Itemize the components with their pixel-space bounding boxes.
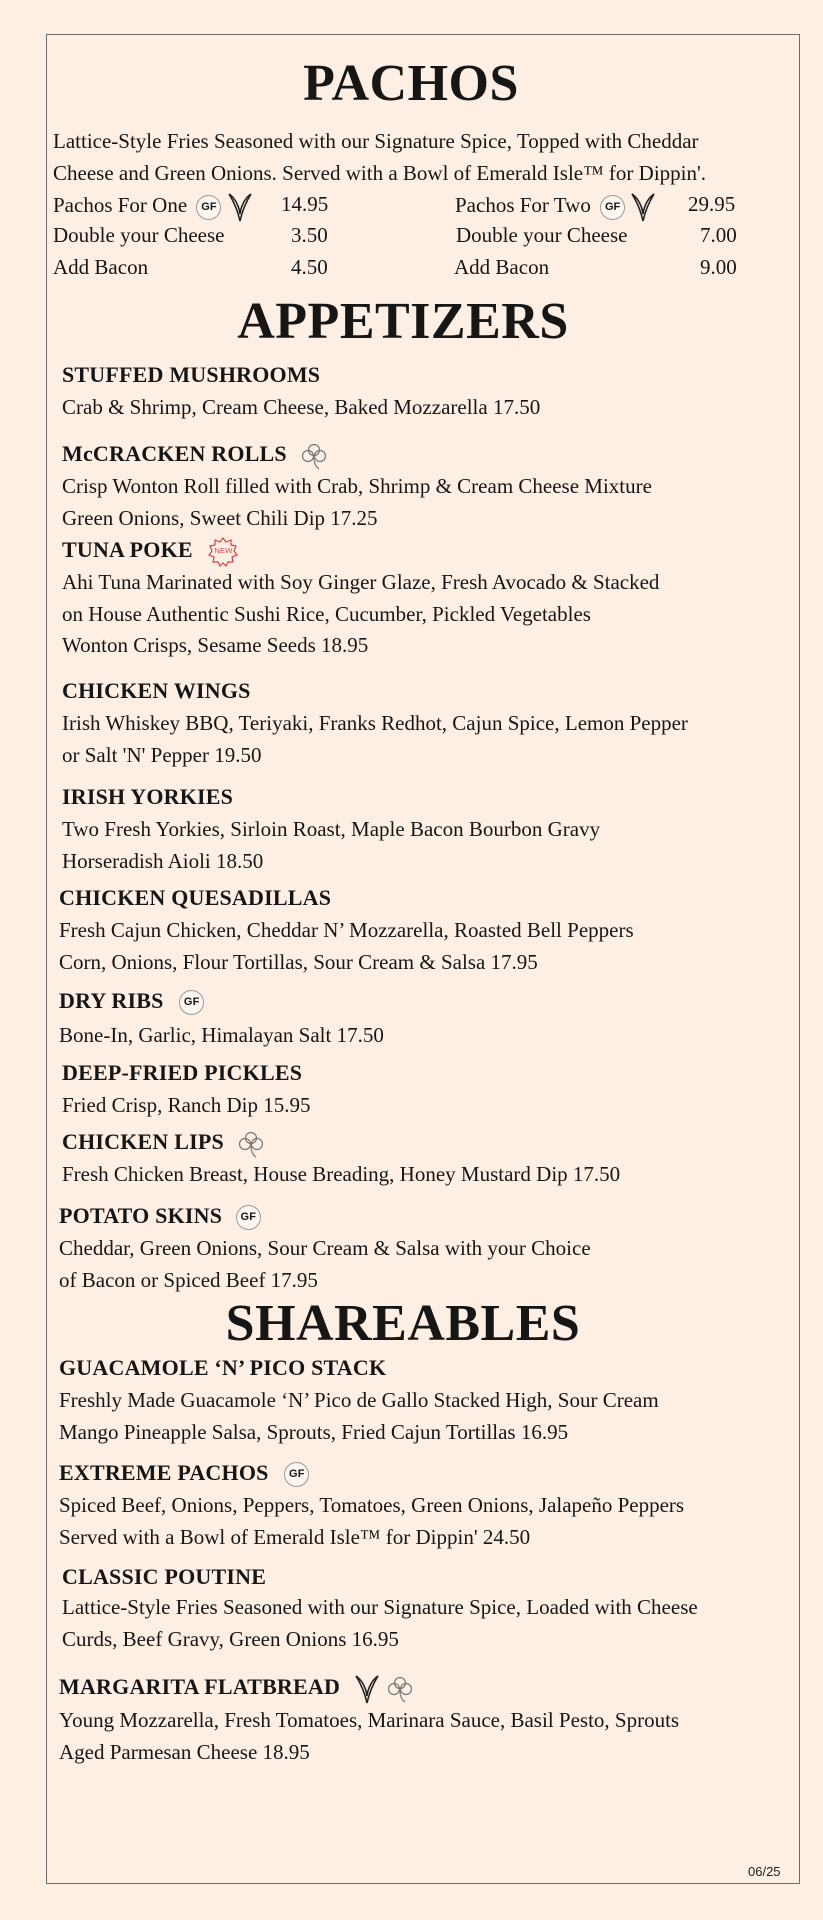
menu-item-desc-line: Young Mozzarella, Fresh Tomatoes, Marinara Sauce, Basil Pesto, Sprouts — [59, 1708, 680, 1732]
gf-badge: GF — [284, 1462, 309, 1487]
menu-item-desc-line: Green Onions, Sweet Chili Dip 17.25 — [62, 505, 378, 530]
menu-item-desc-line: Fresh Chicken Breast, House Breading, Honey Mustard Dip 17.50 — [62, 1162, 621, 1186]
menu-item-desc-line: Two Fresh Yorkies, Sirloin Roast, Maple Bacon Bourbon Gravy — [62, 817, 601, 841]
menu-item-name: TUNA POKE — [62, 537, 193, 563]
pachos-for-two-price: 29.95 — [688, 192, 736, 216]
pachos-for-two-label: Pachos For Two — [455, 192, 591, 217]
section-title-shareables: SHAREABLES — [225, 1295, 581, 1352]
pachos-description-line: Lattice-Style Fries Seasoned with our Signature Spice, Topped with Cheddar — [53, 129, 699, 153]
pachos-description-line: Cheese and Green Onions. Served with a Bowl of Emerald Isle™ for Dippin'. — [53, 160, 707, 185]
menu-item-name-row — [62, 537, 238, 567]
menu-item-desc — [59, 915, 634, 978]
pachos-two-addon-label: Add Bacon — [454, 255, 550, 279]
menu-item-desc — [62, 814, 600, 877]
menu-item-desc — [59, 1020, 384, 1052]
gf-badge: GF — [236, 1205, 261, 1230]
menu-item-desc — [62, 471, 652, 534]
menu-item-name: CLASSIC POUTINE — [62, 1564, 267, 1589]
menu-item-name: McCRACKEN ROLLS — [62, 441, 287, 467]
menu-item-desc — [62, 1592, 698, 1655]
section-title-pachos: PACHOS — [303, 55, 519, 112]
pachos-one-addon-label: Double your Cheese — [53, 223, 225, 247]
menu-item-desc-line: Fried Crisp, Ranch Dip 15.95 — [62, 1093, 311, 1117]
menu-item-name: IRISH YORKIES — [62, 784, 234, 809]
pachos-for-one-label-row — [53, 192, 253, 222]
menu-date: 06/25 — [748, 1864, 781, 1879]
menu-item-desc-line: Freshly Made Guacamole ‘N’ Pico de Gallo Stacked High, Sour Cream — [59, 1388, 659, 1412]
new-badge-icon — [208, 537, 238, 567]
pachos-for-one-price: 14.95 — [281, 192, 329, 216]
section-title-appetizers: APPETIZERS — [237, 293, 569, 350]
shamrock-icon — [299, 441, 329, 471]
pachos-for-two-label-row — [455, 192, 656, 222]
menu-item-name: MARGARITA FLATBREAD — [59, 1674, 341, 1700]
menu-item-desc-line: Cheddar, Green Onions, Sour Cream & Salsa with your Choice — [59, 1236, 591, 1260]
menu-item-desc — [62, 1159, 620, 1191]
vegetarian-leaf-icon — [227, 192, 253, 222]
menu-item-name-row — [59, 1460, 309, 1487]
vegetarian-leaf-icon — [354, 1674, 380, 1704]
menu-item-desc — [62, 567, 659, 662]
vegetarian-leaf-icon — [630, 192, 656, 222]
pachos-for-one-label: Pachos For One — [53, 192, 188, 217]
menu-item-desc-line: of Bacon or Spiced Beef 17.95 — [59, 1267, 318, 1292]
menu-item-desc-line: Horseradish Aioli 18.50 — [62, 848, 264, 873]
menu-item-desc-line: Mango Pineapple Salsa, Sprouts, Fried Cajun Tortillas 16.95 — [59, 1419, 569, 1444]
menu-item-name: CHICKEN QUESADILLAS — [59, 885, 332, 910]
menu-item-desc — [62, 1090, 310, 1122]
menu-item-desc — [59, 1233, 591, 1296]
menu-item-desc — [59, 1490, 684, 1553]
menu-item-desc-line: Corn, Onions, Flour Tortillas, Sour Cream & Salsa 17.95 — [59, 949, 538, 974]
menu-item-name: STUFFED MUSHROOMS — [62, 362, 321, 387]
menu-item-desc — [59, 1385, 659, 1448]
menu-item-desc — [62, 708, 688, 771]
menu-item-desc — [59, 1705, 679, 1768]
menu-item-name: POTATO SKINS — [59, 1203, 223, 1228]
menu-item-desc-line: Lattice-Style Fries Seasoned with our Signature Spice, Loaded with Cheese — [62, 1595, 698, 1619]
menu-item-desc-line: Served with a Bowl of Emerald Isle™ for Dippin' 24.50 — [59, 1524, 531, 1549]
menu-item-name: EXTREME PACHOS — [59, 1460, 269, 1485]
menu-item-desc-line: Crab & Shrimp, Cream Cheese, Baked Mozzarella 17.50 — [62, 395, 541, 419]
menu-item-desc-line: Crisp Wonton Roll filled with Crab, Shrimp & Cream Cheese Mixture — [62, 474, 652, 498]
menu-item-desc-line: Aged Parmesan Cheese 18.95 — [59, 1739, 310, 1764]
pachos-one-addon-price: 4.50 — [291, 255, 328, 279]
menu-item-desc-line: Bone-In, Garlic, Himalayan Salt 17.50 — [59, 1023, 384, 1047]
menu-item-name: CHICKEN LIPS — [62, 1129, 224, 1155]
pachos-description — [53, 126, 706, 189]
menu-item-name-row — [59, 1674, 415, 1704]
shamrock-icon — [385, 1674, 415, 1704]
shamrock-icon — [236, 1129, 266, 1159]
pachos-two-addon-price: 7.00 — [700, 223, 737, 247]
menu-item-name: DRY RIBS — [59, 988, 164, 1013]
menu-item-desc-line: Ahi Tuna Marinated with Soy Ginger Glaze, Fresh Avocado & Stacked — [62, 570, 660, 594]
menu-item-desc — [62, 392, 540, 424]
pachos-one-addon-price: 3.50 — [291, 223, 328, 247]
menu-item-name: DEEP-FRIED PICKLES — [62, 1060, 303, 1085]
menu-item-desc-line: Spiced Beef, Onions, Peppers, Tomatoes, Green Onions, Jalapeño Peppers — [59, 1493, 685, 1517]
menu-item-desc-line: on House Authentic Sushi Rice, Cucumber, Pickled Vegetables — [62, 601, 591, 626]
menu-item-name: CHICKEN WINGS — [62, 678, 251, 703]
menu-item-desc-line: Wonton Crisps, Sesame Seeds 18.95 — [62, 633, 369, 657]
menu-item-desc-line: Irish Whiskey BBQ, Teriyaki, Franks Redhot, Cajun Spice, Lemon Pepper — [62, 711, 688, 735]
menu-item-desc-line: Curds, Beef Gravy, Green Onions 16.95 — [62, 1626, 399, 1651]
menu-item-name-row — [59, 1203, 261, 1230]
menu-item-desc-line: or Salt 'N' Pepper 19.50 — [62, 742, 262, 767]
menu-item-name-row — [62, 1129, 266, 1159]
menu-item-name-row — [62, 441, 329, 471]
menu-item-name-row — [59, 988, 204, 1015]
menu-item-name: GUACAMOLE ‘N’ PICO STACK — [59, 1355, 387, 1380]
pachos-two-addon-label: Double your Cheese — [456, 223, 628, 247]
pachos-one-addon-label: Add Bacon — [53, 255, 149, 279]
gf-badge: GF — [600, 195, 625, 220]
gf-badge: GF — [179, 990, 204, 1015]
menu-item-desc-line: Fresh Cajun Chicken, Cheddar N’ Mozzarella, Roasted Bell Peppers — [59, 918, 634, 942]
pachos-two-addon-price: 9.00 — [700, 255, 737, 279]
new-badge-text: NEW — [214, 546, 233, 555]
gf-badge: GF — [196, 195, 221, 220]
